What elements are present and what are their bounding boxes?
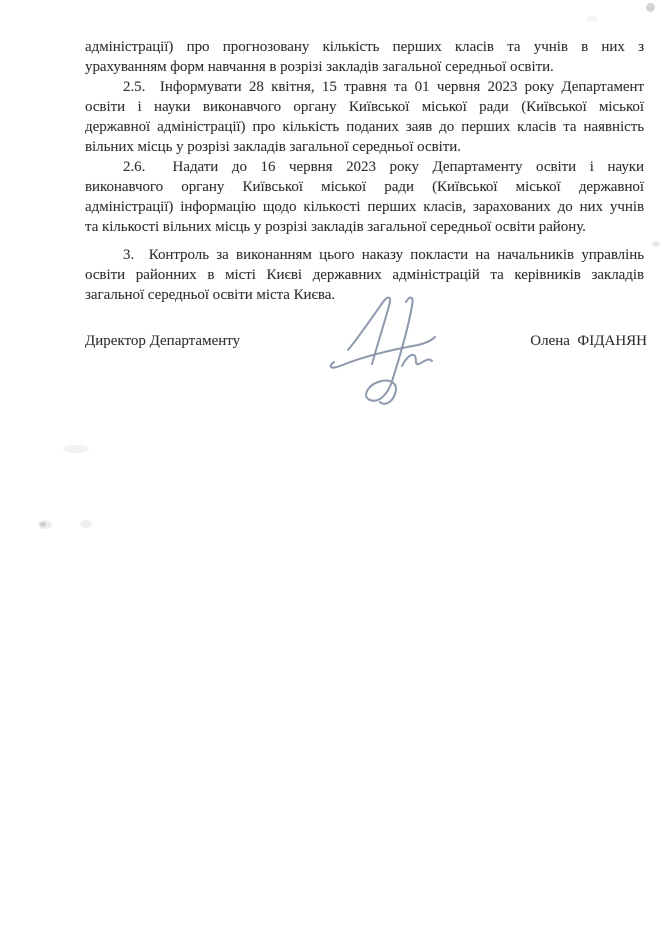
text-line: 2.6. Надати до 16 червня 2023 року Департаменту освіти і науки — [123, 159, 644, 175]
text-line: державної адміністрації) про кількість поданих заяв до перших класів та наявність — [85, 119, 644, 135]
scan-artifact — [646, 3, 655, 12]
document-body-text — [85, 37, 644, 305]
text-line: загальної середньої освіти міста Києва. — [85, 287, 336, 303]
text-line: вільних місць у розрізі закладів загальної середньої освіти. — [85, 139, 461, 155]
text-line: освіти районних в місті Києві державних адміністрацій та керівників закладів — [85, 267, 644, 283]
text-line: 3. Контроль за виконанням цього наказу покласти на начальників управлінь — [123, 247, 644, 263]
scan-artifact — [80, 520, 92, 528]
scan-artifact — [40, 522, 46, 527]
scan-artifact — [652, 241, 660, 247]
paragraph-item-2-5 — [85, 77, 644, 157]
text-line: адміністрації) інформацію щодо кількості перших класів, зарахованих до них учнів — [85, 199, 644, 215]
scan-artifact — [63, 445, 89, 453]
signer-name: Олена ФІДАНЯН — [530, 333, 647, 349]
paragraph-item-2-6 — [85, 157, 644, 237]
paragraph-continuation — [85, 37, 644, 77]
text-line: 2.5. Інформувати 28 квітня, 15 травня та 01 червня 2023 року Департамент — [123, 79, 644, 95]
text-line: освіти і науки виконавчого органу Київської міської ради (Київської міської — [85, 99, 644, 115]
text-line: урахуванням форм навчання в розрізі закладів загальної середньої освіти. — [85, 59, 554, 75]
handwritten-signature-icon — [320, 294, 450, 412]
scan-artifact — [586, 16, 598, 22]
text-line: адміністрації) про прогнозовану кількість перших класів та учнів в них з — [85, 39, 644, 55]
signer-title: Директор Департаменту — [85, 333, 241, 349]
text-line: та кількості вільних місць у розрізі закладів загальної середньої освіти району. — [85, 219, 586, 235]
text-line: виконавчого органу Київської міської ради (Київської міської державної — [85, 179, 644, 195]
